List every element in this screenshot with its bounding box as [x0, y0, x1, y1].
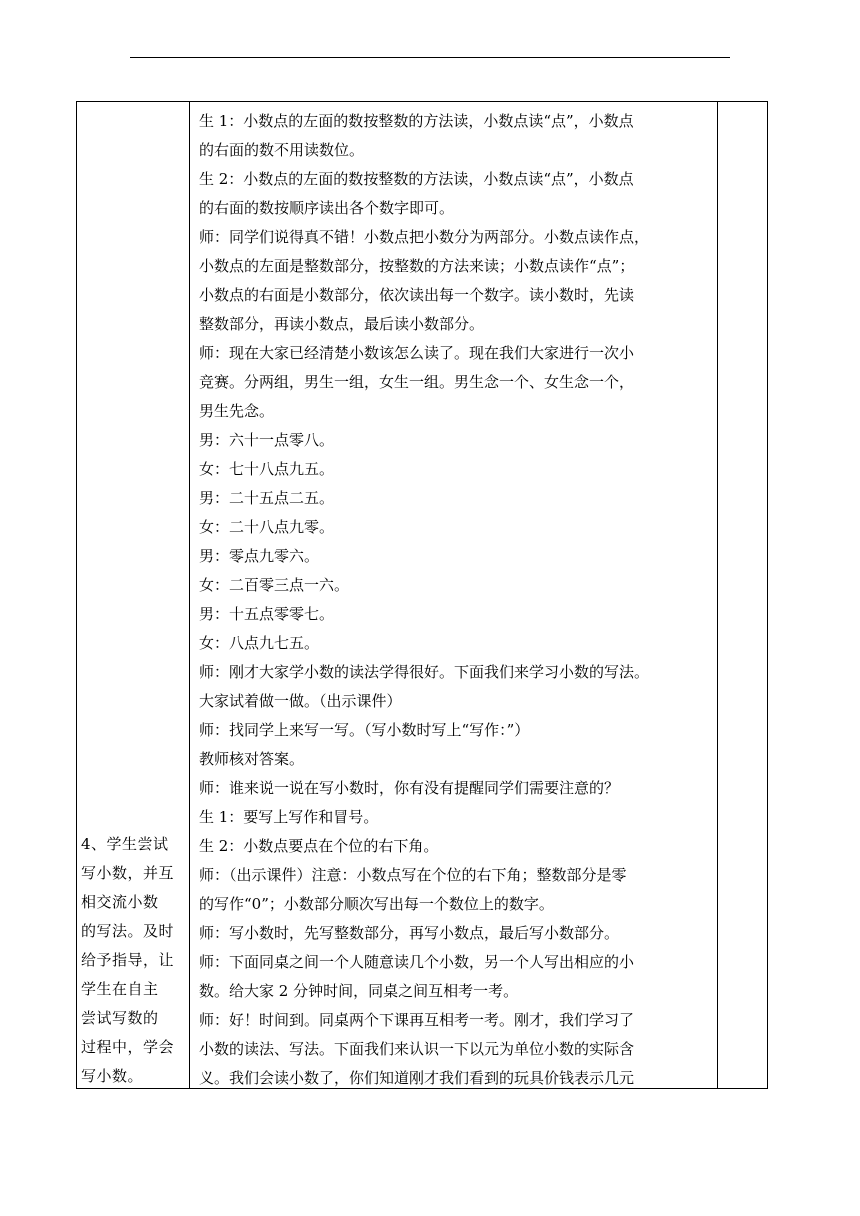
dialogue-line: 师：好！时间到。同桌两个下课再互相考一考。刚才，我们学习了 — [199, 1011, 635, 1029]
lesson-table — [76, 101, 768, 1089]
dialogue-line: 师：现在大家已经清楚小数该怎么读了。现在我们大家进行一次小 — [199, 344, 635, 362]
dialogue-line: 师：下面同桌之间一个人随意读几个小数，另一个人写出相应的小 — [199, 953, 635, 971]
dialogue-line: 女：八点九七五。 — [199, 634, 320, 652]
step-line: 写小数，并互 — [81, 864, 175, 882]
dialogue-line: 整数部分，再读小数点，最后读小数部分。 — [199, 315, 485, 333]
dialogue-line: 的右面的数按顺序读出各个数字即可。 — [199, 199, 455, 217]
dialogue-line: 男生先念。 — [199, 402, 275, 420]
dialogue-line: 师：（出示课件）注意：小数点写在个位的右下角；整数部分是零 — [199, 866, 627, 884]
process-step-cell — [81, 830, 187, 1091]
dialogue-line: 男：零点九零六。 — [199, 547, 320, 565]
column-divider-left — [189, 102, 190, 1088]
step-line: 相交流小数 — [81, 893, 159, 911]
column-divider-right — [717, 102, 718, 1088]
dialogue-line: 小数的读法、写法。下面我们来认识一下以元为单位小数的实际含 — [199, 1040, 635, 1058]
dialogue-line: 师：谁来说一说在写小数时，你有没有提醒同学们需要注意的？ — [199, 779, 620, 797]
step-line: 尝试写数的 — [81, 1009, 159, 1027]
dialogue-line: 男：六十一点零八。 — [199, 431, 335, 449]
dialogue-line: 男：十五点零零七。 — [199, 605, 335, 623]
dialogue-line: 小数点的左面是整数部分，按整数的方法来读；小数点读作“点”； — [199, 257, 635, 275]
dialogue-line: 的右面的数不用读数位。 — [199, 141, 365, 159]
dialogue-line: 生 1：要写上写作和冒号。 — [199, 808, 379, 826]
dialogue-line: 大家试着做一做。（出示课件） — [199, 692, 402, 710]
dialogue-line: 师：写小数时，先写整数部分，再写小数点，最后写小数部分。 — [199, 924, 620, 942]
dialogue-line: 师：找同学上来写一写。（写小数时写上“写作：”） — [199, 721, 530, 739]
dialogue-line: 生 2：小数点要点在个位的右下角。 — [199, 837, 439, 855]
dialogue-line: 生 1：小数点的左面的数按整数的方法读，小数点读“点”，小数点 — [199, 112, 634, 130]
dialogue-line: 师：刚才大家学小数的读法学得很好。下面我们来学习小数的写法。 — [199, 663, 650, 681]
dialogue-line: 女：七十八点九五。 — [199, 460, 335, 478]
step-line: 的写法。及时 — [81, 922, 175, 940]
step-line: 过程中，学会 — [81, 1038, 175, 1056]
dialogue-line: 女：二十八点九零。 — [199, 518, 335, 536]
dialogue-line: 师：同学们说得真不错！小数点把小数分为两部分。小数点读作点， — [199, 228, 650, 246]
dialogue-line: 教师核对答案。 — [199, 750, 305, 768]
dialogue-line: 男：二十五点二五。 — [199, 489, 335, 507]
step-line: 4、学生尝试 — [81, 835, 169, 853]
dialogue-line: 数。给大家 2 分钟时间，同桌之间互相考一考。 — [199, 982, 519, 1000]
header-rule — [130, 57, 730, 58]
dialogue-line: 义。我们会读小数了，你们知道刚才我们看到的玩具价钱表示几元 — [199, 1069, 635, 1087]
step-line: 给予指导，让 — [81, 951, 175, 969]
dialogue-line: 小数点的右面是小数部分，依次读出每一个数字。读小数时，先读 — [199, 286, 635, 304]
dialogue-line: 生 2：小数点的左面的数按整数的方法读，小数点读“点”，小数点 — [199, 170, 634, 188]
dialogue-line: 竞赛。分两组，男生一组，女生一组。男生念一个、女生念一个， — [199, 373, 635, 391]
step-line: 写小数。 — [81, 1067, 144, 1085]
dialogue-line: 的写作“0”；小数部分顺次写出每一个数位上的数字。 — [199, 895, 554, 913]
teaching-dialogue-cell — [199, 107, 711, 1093]
step-line: 学生在自主 — [81, 980, 159, 998]
dialogue-line: 女：二百零三点一六。 — [199, 576, 350, 594]
